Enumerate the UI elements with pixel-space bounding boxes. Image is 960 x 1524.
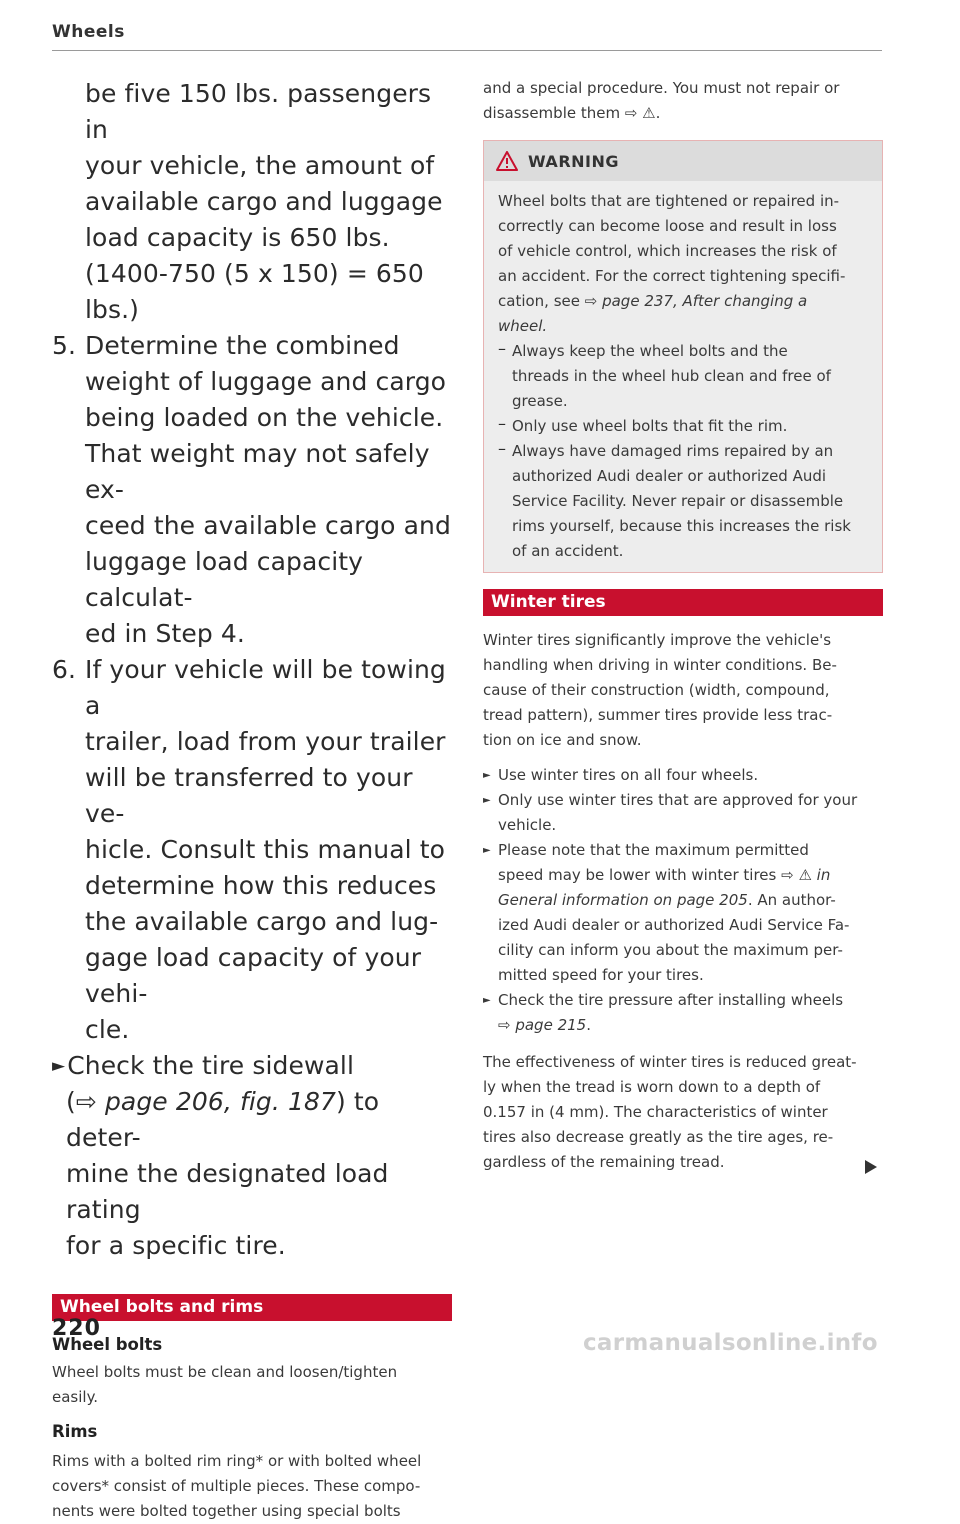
text-line: . An author- [747,891,836,909]
text-line: Use winter tires on all four wheels. [498,766,759,784]
text-line: Determine the combined [85,331,400,360]
text-line: mitted speed for your tires. [498,966,704,984]
instruction-arrow-icon: ► [52,1056,66,1076]
page-reference-link[interactable]: wheel. [498,317,548,335]
text-line: your vehicle, the amount of [85,151,435,180]
text-line: disassemble them ⇨ ⚠. [483,104,661,122]
warning-list-item [498,414,870,439]
text-line: lbs.) [85,295,140,324]
text-line: covers* consist of multiple pieces. These compo- [52,1477,421,1495]
step-number: 5. [52,331,77,360]
text-line: Check the tire pressure after installing wheels [498,991,844,1009]
text-line: handling when driving in winter conditions. Be- [483,656,837,674]
page-reference-link[interactable]: in [816,866,831,884]
text-line: of an accident. [512,542,624,560]
dash-marker: – [498,439,506,458]
page-reference-link[interactable]: ⇨ page 215 [498,1016,587,1034]
bullet-arrow-icon: ► [483,845,491,856]
winter-outro [483,1050,883,1175]
continued-next-page-icon [865,1160,877,1174]
text-line: easily. [52,1388,99,1406]
text-line: Rims with a bolted rim ring* or with bolted wheel [52,1452,422,1470]
step-6 [52,652,452,1048]
subheading-wheel-bolts: Wheel bolts [52,1335,163,1354]
warning-list-item [498,339,870,414]
text-line: the available cargo and lug- [85,907,439,936]
text-line: nents were bolted together using special bolts [52,1502,401,1520]
page-reference-link[interactable]: General information on page 205 [498,891,748,909]
winter-intro [483,628,883,753]
right-column [483,76,883,1175]
text-line: 0.157 in (4 mm). The characteristics of winter [483,1103,828,1121]
text-line: being loaded on the vehicle. [85,403,444,432]
text-line: If your vehicle will be towing a [85,655,446,720]
text-line: Wheel bolts that are tightened or repaired in- [498,192,840,210]
text-line: gage load capacity of your vehi- [85,943,422,1008]
step4-continuation [52,76,452,328]
text-line: cility can inform you about the maximum per- [498,941,843,959]
warning-triangle-icon [496,151,518,171]
page-number: 220 [52,1316,101,1341]
text-line: for a specific tire. [66,1231,286,1260]
watermark-text: carmanualsonline.info [583,1330,878,1356]
text-line: ized Audi dealer or authorized Audi Service Fa- [498,916,850,934]
bullet-item [483,763,883,788]
warning-title: WARNING [528,151,619,171]
text-line: be five 150 lbs. passengers in [85,79,432,144]
text-line: cause of their construction (width, compound, [483,681,830,699]
text-line: Always have damaged rims repaired by an [512,442,834,460]
text-line: an accident. For the correct tightening specifi- [498,267,846,285]
subheading-rims: Rims [52,1422,98,1441]
text-line: mine the designated load rating [66,1159,389,1224]
text-line: Always keep the wheel bolts and the [512,342,788,360]
warning-body [484,181,882,572]
bullet-arrow-icon: ► [483,770,491,781]
text-line: rims yourself, because this increases the risk [512,517,851,535]
text-line: ed in Step 4. [85,619,245,648]
warning-box [483,140,883,573]
text-line: of vehicle control, which increases the risk of [498,242,837,260]
left-column [52,76,452,1524]
bullet-item [483,838,883,988]
text-line: tread pattern), summer tires provide less trac- [483,706,833,724]
text-line: The effectiveness of winter tires is reduced great- [483,1053,857,1071]
text-line: Only use wheel bolts that fit the rim. [512,417,788,435]
text-line: Wheel bolts must be clean and loosen/tighten [52,1363,398,1381]
header-divider [52,50,882,51]
text-line: That weight may not safely ex- [85,439,430,504]
text-line: Check the tire sidewall [67,1051,354,1080]
step-5 [52,328,452,652]
warning-header [484,141,882,181]
text-line: weight of luggage and cargo [85,367,447,396]
text-line: Winter tires significantly improve the vehicle's [483,631,832,649]
text-line: grease. [512,392,568,410]
text-line: gardless of the remaining tread. [483,1153,725,1171]
bullet-item [483,788,883,838]
step-number: 6. [52,655,77,684]
section-heading-wheel-bolts-rims: Wheel bolts and rims [52,1294,452,1321]
text-line: luggage load capacity calculat- [85,547,364,612]
text-line: Service Facility. Never repair or disassemble [512,492,844,510]
text-line: cation, see [498,292,585,310]
section-heading-winter-tires: Winter tires [483,589,883,616]
page-header-title: Wheels [52,22,125,42]
text-line: speed may be lower with winter tires ⇨ ⚠ [498,866,817,884]
text-line: determine how this reduces [85,871,437,900]
text-line: ceed the available cargo and [85,511,451,540]
text-line: (1400-750 (5 x 150) = 650 [85,259,424,288]
page-reference-link[interactable]: ⇨ page 237, After changing a [584,292,808,310]
text-line: ly when the tread is worn down to a depth of [483,1078,821,1096]
text-line: vehicle. [498,816,557,834]
text-line: correctly can become loose and result in loss [498,217,837,235]
text-line: threads in the wheel hub clean and free of [512,367,831,385]
winter-bullet-list [483,763,883,1038]
dash-marker: – [498,339,506,358]
text-line: authorized Audi dealer or authorized Audi [512,467,827,485]
text-line: . [586,1016,591,1034]
text-line: and a special procedure. You must not repair or [483,79,840,97]
bullet-item [483,988,883,1038]
text-line: cle. [85,1015,130,1044]
warning-list-item [498,439,870,564]
text-line: ) to deter- [66,1087,380,1152]
text-line: Only use winter tires that are approved for your [498,791,858,809]
bullet-arrow-icon: ► [483,995,491,1006]
text-line: will be transferred to your ve- [85,763,413,828]
text-line: hicle. Consult this manual to [85,835,446,864]
dash-marker: – [498,414,506,433]
text-line: load capacity is 650 lbs. [85,223,390,252]
page-reference-link[interactable]: ⇨ page 206, fig. 187 [75,1087,336,1116]
text-line: Please note that the maximum permitted [498,841,809,859]
text-line: trailer, load from your trailer [85,727,446,756]
bullet-arrow-icon: ► [483,795,491,806]
paren: ( [66,1087,76,1116]
check-sidewall-instruction [52,1048,452,1264]
text-line: tion on ice and snow. [483,731,642,749]
text-line: tires also decrease greatly as the tire ages, re- [483,1128,834,1146]
text-line: available cargo and luggage [85,187,443,216]
